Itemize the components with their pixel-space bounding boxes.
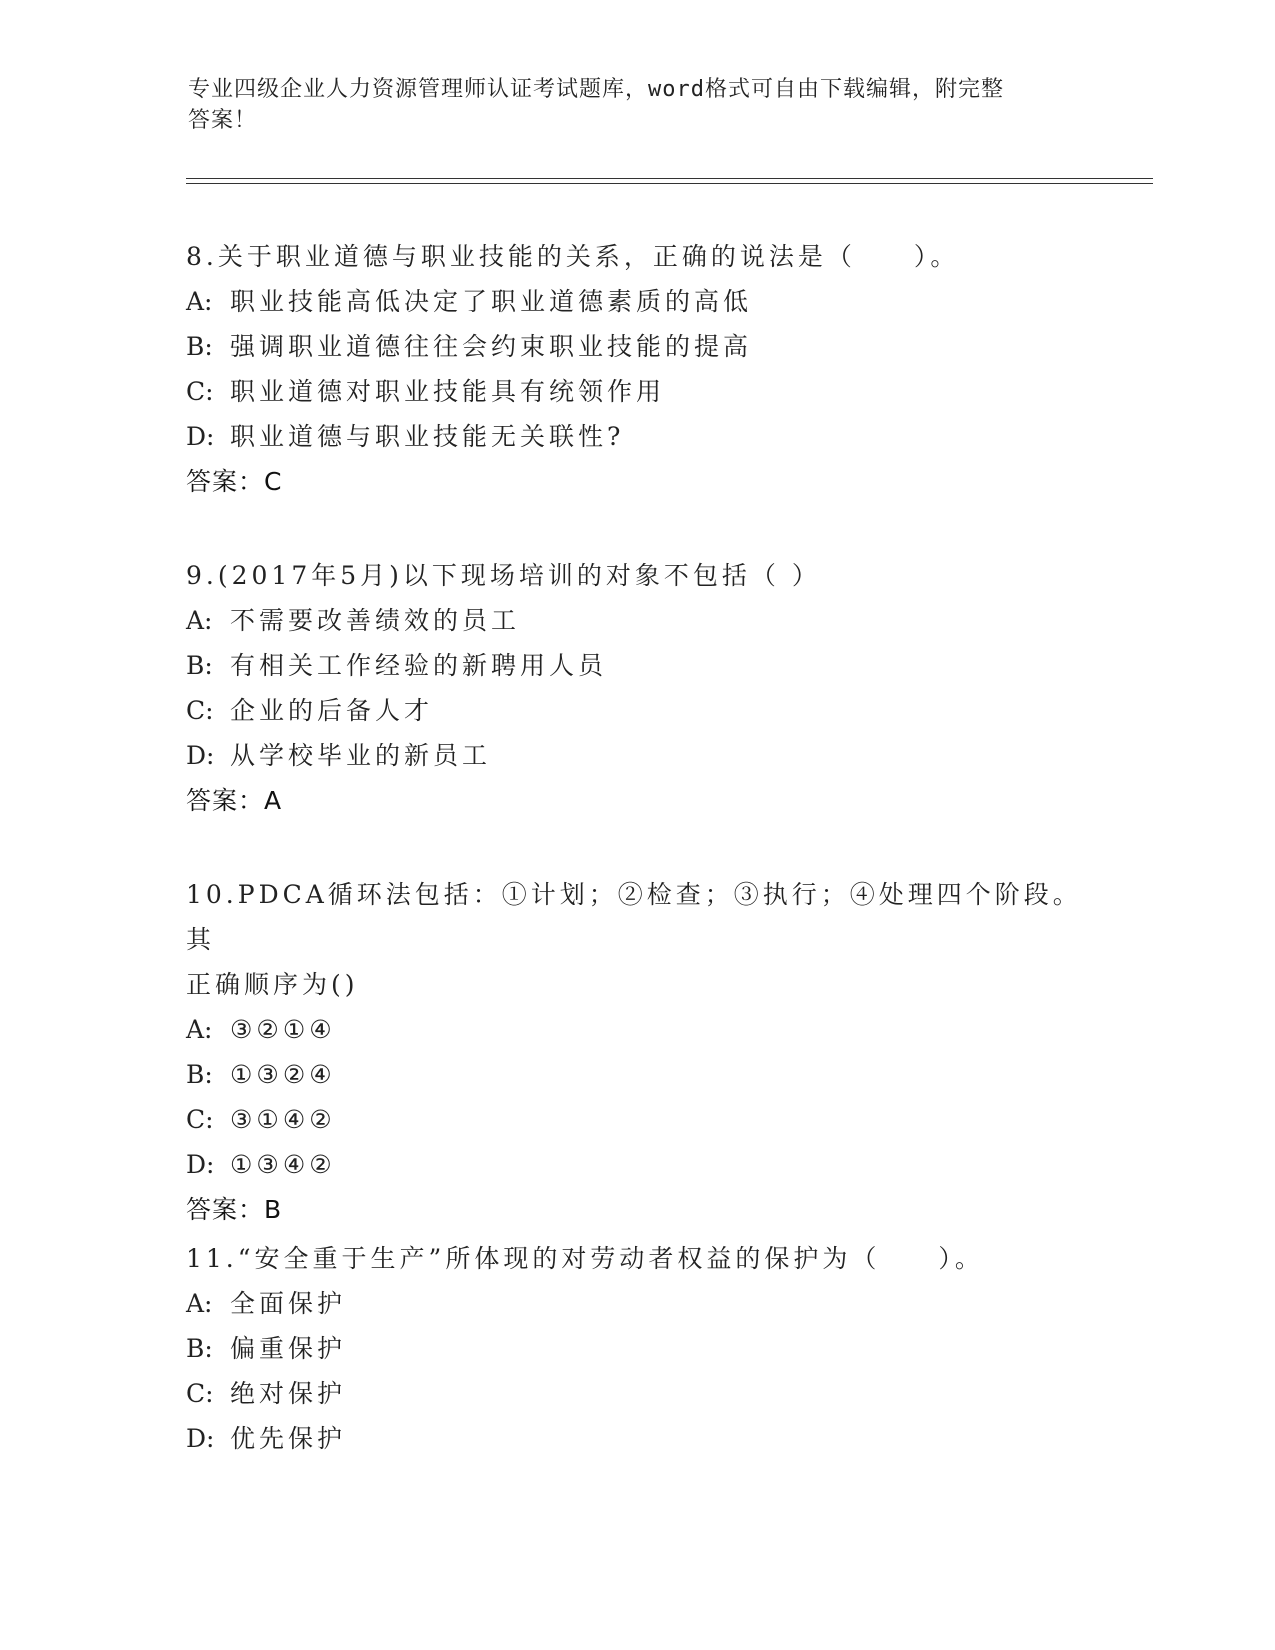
option-key: A: [186,1015,213,1044]
option-text: 企业的后备人才 [230,696,434,725]
header-divider-bottom [186,183,1153,184]
option-text: 全面保护 [230,1289,347,1318]
option-text: 从学校毕业的新员工 [230,741,492,770]
option-b [186,1052,1086,1097]
question-9 [186,553,1086,823]
option-key: D: [186,422,215,451]
question-11 [186,1236,1086,1461]
option-c [186,369,1086,414]
question-text: 8.关于职业道德与职业技能的关系，正确的说法是（ ）。 [186,242,960,271]
header-line-1: 专业四级企业人力资源管理师认证考试题库，word格式可自由下载编辑，附完整 [188,77,1004,102]
option-d [186,1416,1086,1461]
option-text: 绝对保护 [230,1379,347,1408]
option-c [186,688,1086,733]
option-key: D: [186,1424,215,1453]
option-b [186,324,1086,369]
option-text: 优先保护 [230,1424,347,1453]
option-key: B: [186,332,213,361]
question-8 [186,234,1086,504]
answer-label: 答案：A [186,786,283,815]
header-divider-top [186,178,1153,179]
option-text: ①③④② [230,1150,336,1179]
option-key: A: [186,606,213,635]
option-text: 职业技能高低决定了职业道德素质的高低 [230,287,753,316]
option-key: C: [186,1105,214,1134]
option-key: C: [186,696,214,725]
answer-label: 答案：B [186,1195,283,1224]
option-c [186,1371,1086,1416]
answer-label: 答案：C [186,467,283,496]
question-text: 11.“安全重于生产”所体现的对劳动者权益的保护为（ ）。 [186,1244,984,1273]
option-d [186,733,1086,778]
header-line-2: 答案！ [188,108,258,133]
document-header [188,74,1088,136]
option-key: C: [186,377,214,406]
option-c [186,1097,1086,1142]
option-b [186,643,1086,688]
option-text: ③①④② [230,1105,336,1134]
option-key: B: [186,1060,213,1089]
question-text: 9.(2017年5月)以下现场培训的对象不包括（ ） [186,561,821,590]
question-text-line-1: 10.PDCA循环法包括：①计划；②检查；③执行；④处理四个阶段。其 [186,880,1082,954]
option-key: C: [186,1379,214,1408]
option-text: ①③②④ [230,1060,336,1089]
option-d [186,1142,1086,1187]
option-key: A: [186,1289,213,1318]
option-a [186,598,1086,643]
option-key: D: [186,741,215,770]
question-text-line-2: 正确顺序为() [186,970,359,999]
option-text: 职业道德与职业技能无关联性? [230,422,625,451]
option-key: A: [186,287,213,316]
option-text: 职业道德对职业技能具有统领作用 [230,377,666,406]
option-text: ③②①④ [230,1015,336,1044]
option-text: 偏重保护 [230,1334,347,1363]
option-a [186,1281,1086,1326]
question-10 [186,872,1086,1232]
option-d [186,414,1086,459]
option-a [186,279,1086,324]
option-a [186,1007,1086,1052]
option-key: D: [186,1150,215,1179]
option-text: 强调职业道德往往会约束职业技能的提高 [230,332,753,361]
option-b [186,1326,1086,1371]
option-key: B: [186,1334,213,1363]
option-text: 不需要改善绩效的员工 [230,606,521,635]
option-key: B: [186,651,213,680]
option-text: 有相关工作经验的新聘用人员 [230,651,608,680]
